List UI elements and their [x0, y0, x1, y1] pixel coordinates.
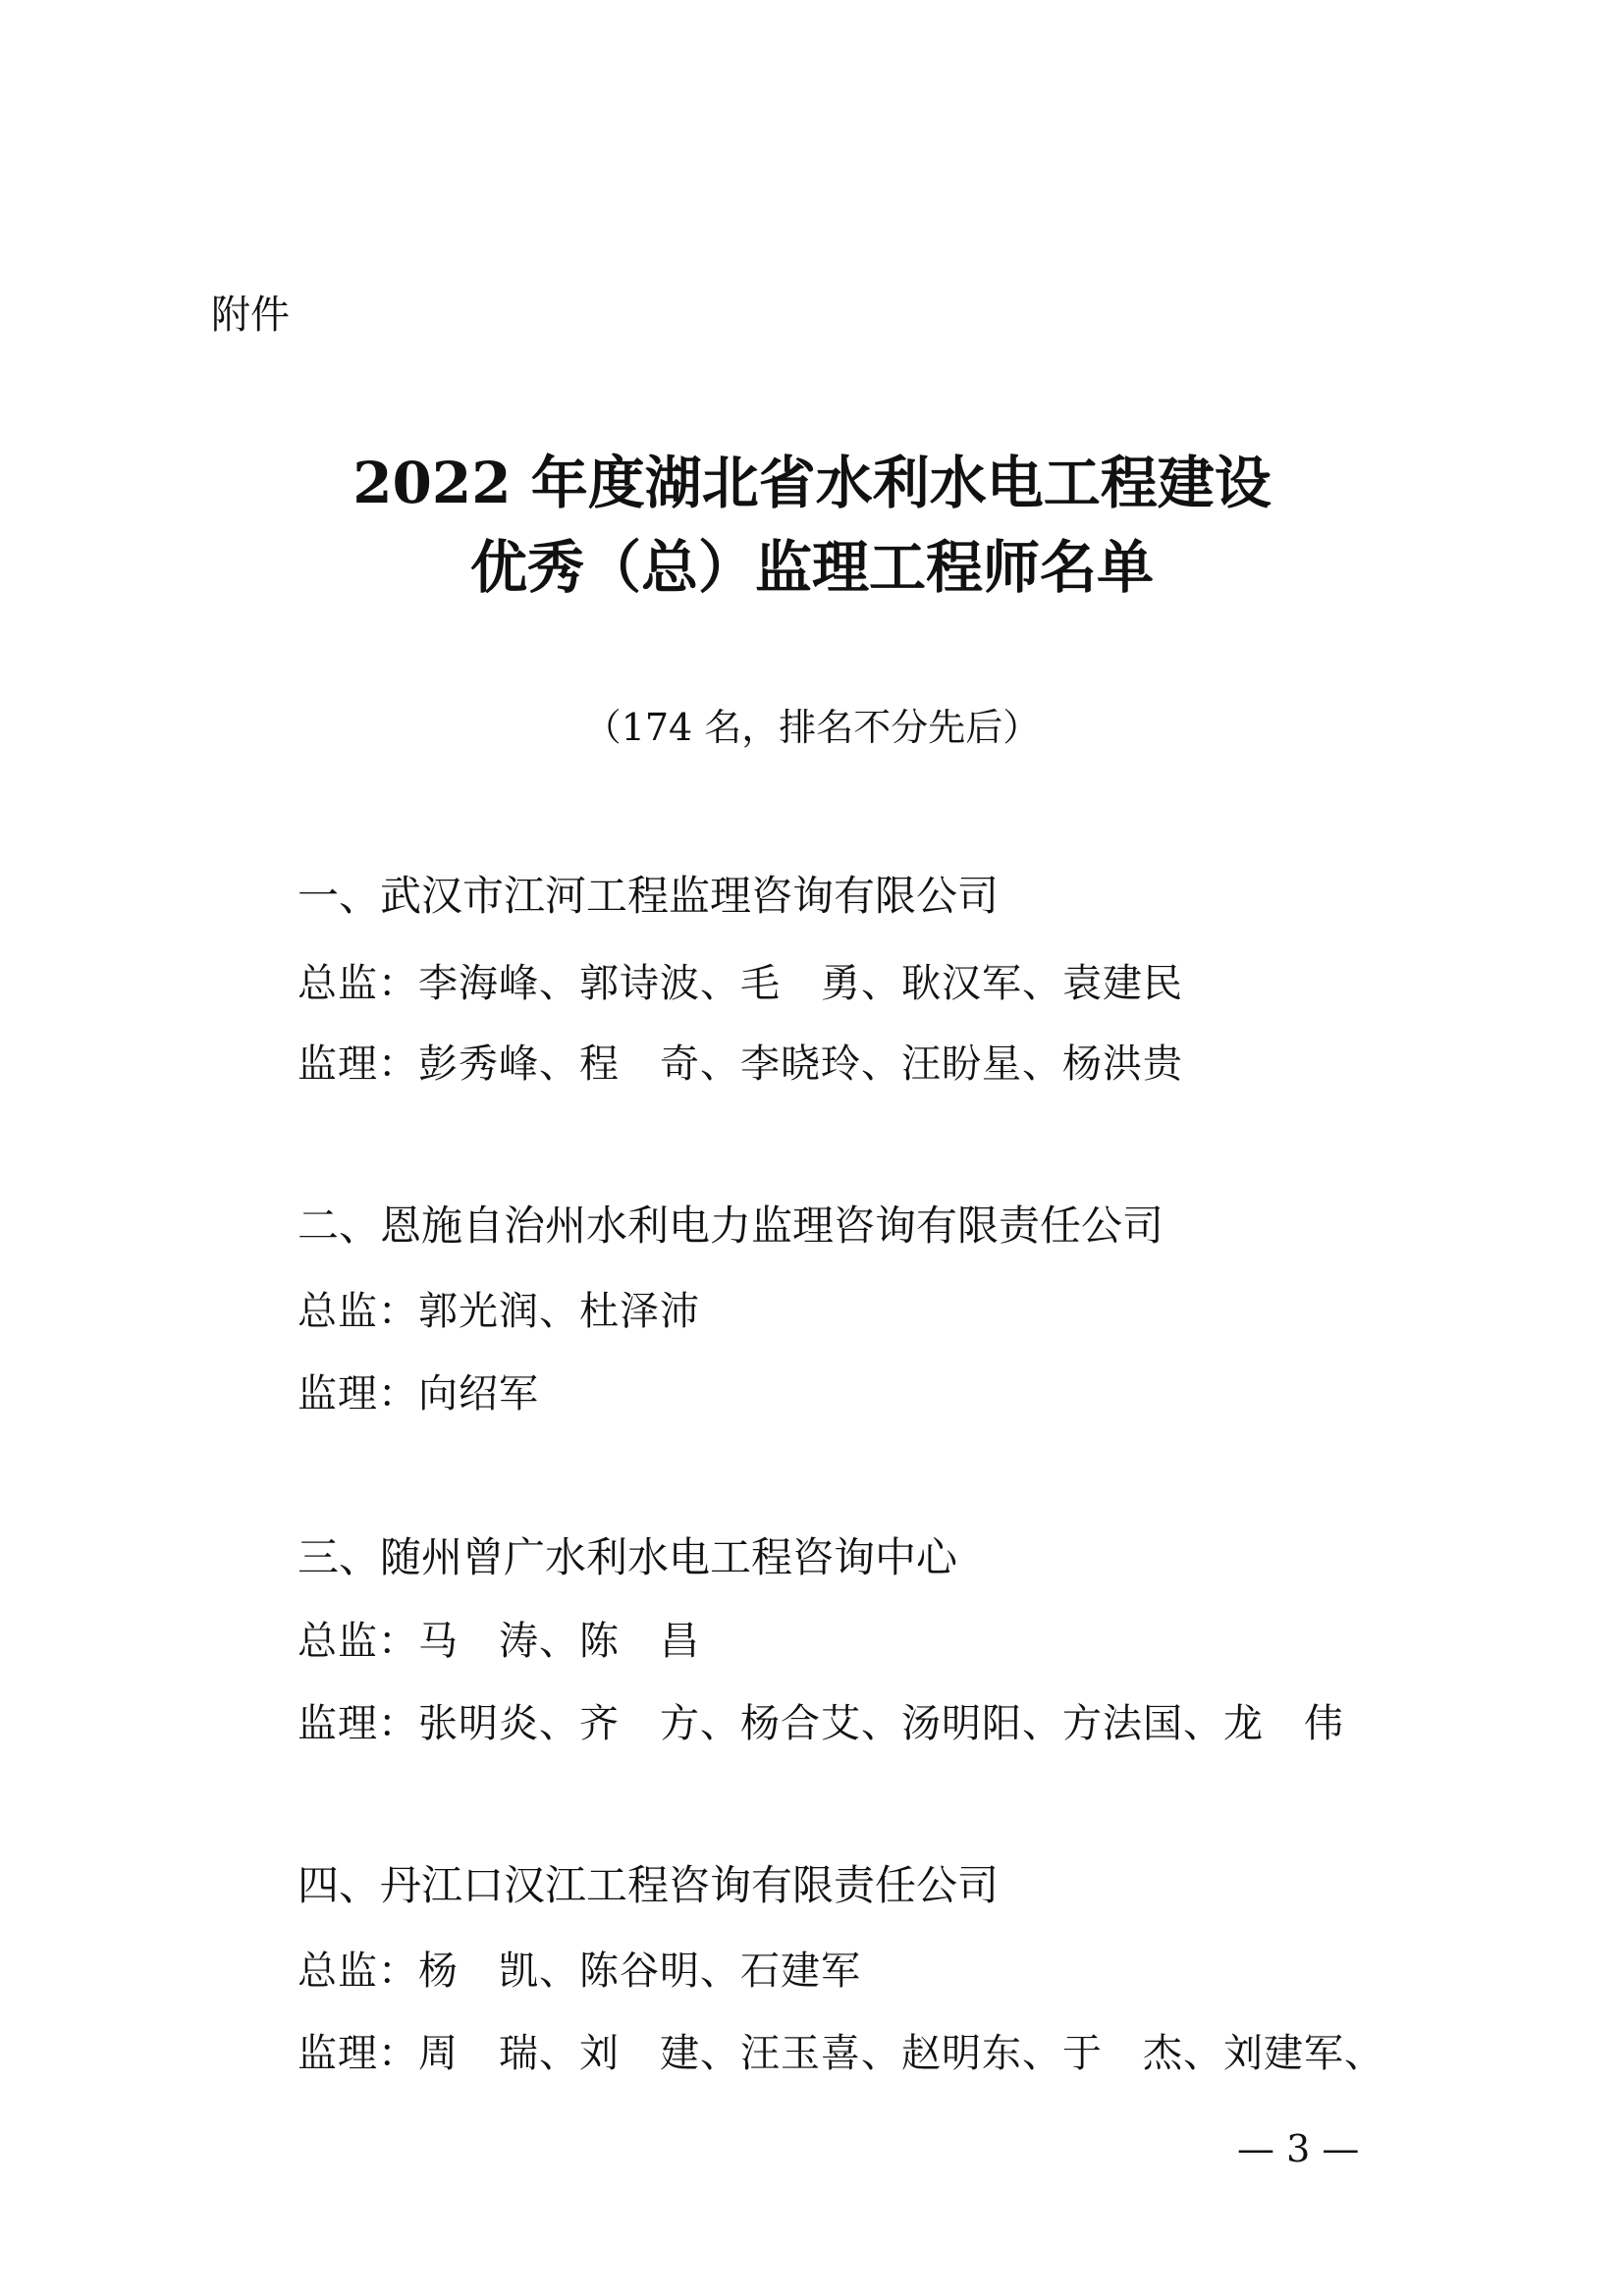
org-4-supervisor-line: 监理：周 瑞、刘 建、汪玉喜、赵明东、于 杰、刘建军、 [298, 2031, 1384, 2076]
org-3-chief-line: 总监：马 涛、陈 昌 [298, 1619, 700, 1664]
org-3-supervisor-line: 监理：张明炎、齐 方、杨合艾、汤明阳、方法国、龙 伟 [298, 1701, 1344, 1746]
org-2-chief-line: 总监：郭光润、杜泽沛 [298, 1289, 700, 1334]
document-title-line-2: 优秀（总）监理工程师名单 [469, 534, 1154, 601]
document-subtitle: （174 名，排名不分先后） [583, 706, 1041, 749]
org-1-supervisor-line: 监理：彭秀峰、程 奇、李晓玲、汪盼星、杨洪贵 [298, 1041, 1183, 1087]
attachment-label: 附件 [211, 293, 290, 338]
org-2-supervisor-line: 监理：向绍军 [298, 1371, 539, 1416]
org-heading-2: 二、恩施自治州水利电力监理咨询有限责任公司 [298, 1201, 1164, 1250]
document-title-line-1: 2022 年度湖北省水利水电工程建设 [352, 450, 1272, 516]
org-heading-4: 四、丹江口汉江工程咨询有限责任公司 [298, 1861, 1000, 1909]
org-4-chief-line: 总监：杨 凯、陈谷明、石建军 [298, 1949, 861, 1994]
org-heading-3: 三、随州曾广水利水电工程咨询中心 [298, 1533, 958, 1581]
org-heading-1: 一、武汉市江河工程监理咨询有限公司 [298, 872, 1000, 920]
org-1-chief-line: 总监：李海峰、郭诗波、毛 勇、耿汉军、袁建民 [298, 961, 1183, 1006]
page-number: — 3 — [1237, 2127, 1360, 2170]
